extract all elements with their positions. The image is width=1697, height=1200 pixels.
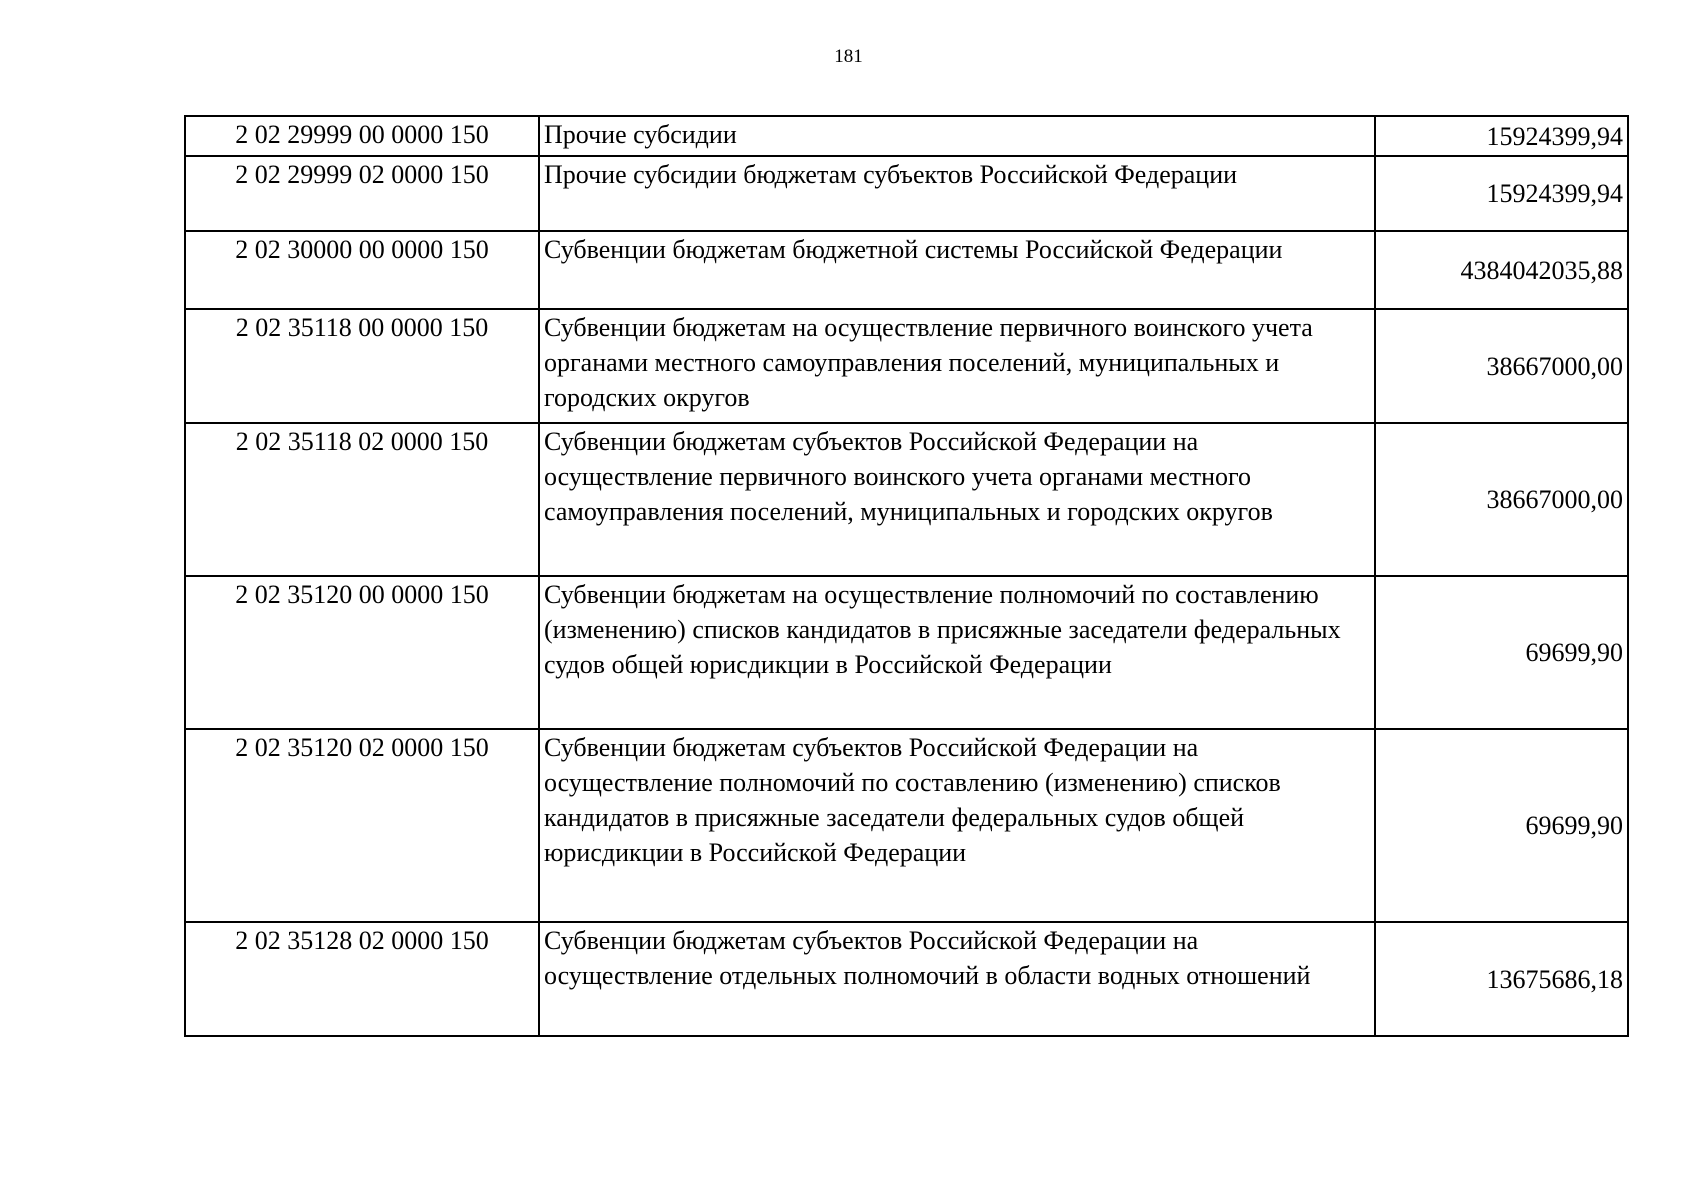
table-row [185, 116, 1628, 156]
budget-code-cell: 2 02 35120 00 0000 150 [185, 576, 539, 729]
budget-code-cell: 2 02 35120 02 0000 150 [185, 729, 539, 922]
revenue-name-cell: Субвенции бюджетам субъектов Российской Федерации на осуществление первичного воинского учета органами местного самоуправления поселений, муниципальных и городских округов [539, 423, 1375, 576]
amount-cell: 15924399,94 [1375, 116, 1628, 156]
revenue-name-cell: Субвенции бюджетам на осуществление полномочий по составлению (изменению) списков кандидатов в присяжные заседатели федеральных судов общей юрисдикции в Российской Федерации [539, 576, 1375, 729]
table-row [185, 729, 1628, 922]
amount-cell: 38667000,00 [1375, 423, 1628, 576]
revenue-name-cell: Субвенции бюджетам на осуществление первичного воинского учета органами местного самоуправления поселений, муниципальных и городских округов [539, 309, 1375, 423]
table-row [185, 576, 1628, 729]
amount-cell: 15924399,94 [1375, 156, 1628, 231]
amount-cell: 13675686,18 [1375, 922, 1628, 1036]
amount-cell: 4384042035,88 [1375, 231, 1628, 309]
revenue-name-cell: Субвенции бюджетам бюджетной системы Российской Федерации [539, 231, 1375, 309]
budget-code-cell: 2 02 29999 02 0000 150 [185, 156, 539, 231]
budget-revenue-table [184, 115, 1629, 1037]
revenue-name-cell: Прочие субсидии [539, 116, 1375, 156]
amount-cell: 38667000,00 [1375, 309, 1628, 423]
amount-cell: 69699,90 [1375, 576, 1628, 729]
budget-code-cell: 2 02 35118 02 0000 150 [185, 423, 539, 576]
budget-code-cell: 2 02 29999 00 0000 150 [185, 116, 539, 156]
page-number: 181 [834, 46, 863, 67]
table-row [185, 423, 1628, 576]
budget-code-cell: 2 02 30000 00 0000 150 [185, 231, 539, 309]
budget-code-cell: 2 02 35118 00 0000 150 [185, 309, 539, 423]
table-row [185, 309, 1628, 423]
revenue-name-cell: Прочие субсидии бюджетам субъектов Российской Федерации [539, 156, 1375, 231]
amount-cell: 69699,90 [1375, 729, 1628, 922]
table-row [185, 231, 1628, 309]
table-row [185, 156, 1628, 231]
revenue-name-cell: Субвенции бюджетам субъектов Российской Федерации на осуществление полномочий по составлению (изменению) списков кандидатов в присяжные заседатели федеральных судов общей юрисдикции в Российской Федерации [539, 729, 1375, 922]
table-row [185, 922, 1628, 1036]
revenue-name-cell: Субвенции бюджетам субъектов Российской Федерации на осуществление отдельных полномочий в области водных отношений [539, 922, 1375, 1036]
budget-code-cell: 2 02 35128 02 0000 150 [185, 922, 539, 1036]
